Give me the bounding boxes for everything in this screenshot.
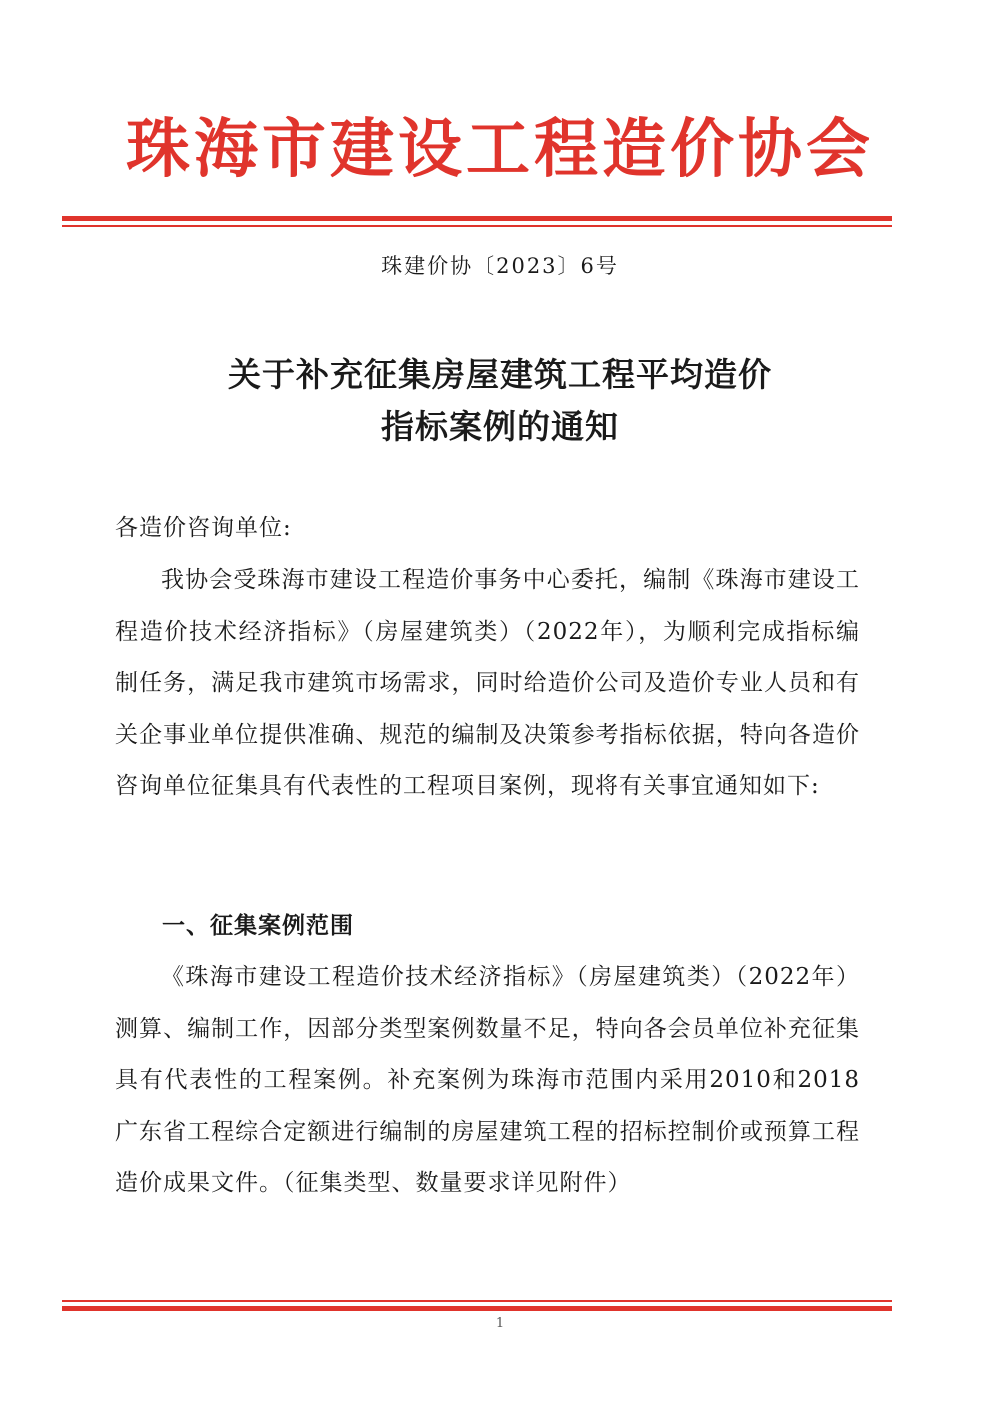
footer-rule-thick [62,1306,892,1311]
document-title-line2: 指标案例的通知 [381,407,619,446]
section-1-paragraph: 《珠海市建设工程造价技术经济指标》（房屋建筑类）（2022年）测算、编制工作，因部分类型案例数量不足，特向各会员单位补充征集具有代表性的工程案例。补充案例为珠海市范围内采用2010和2018广东省工程综合定额进行编制的房屋建筑工程的招标控制价或预算工程造价成果文件。（征集类型、数量要求详见附件） [115,964,860,1196]
intro-paragraph: 我协会受珠海市建设工程造价事务中心委托，编制《珠海市建设工程造价技术经济指标》（房屋建筑类）（2022年），为顺利完成指标编制任务，满足我市建筑市场需求，同时给造价公司及造价专业人员和有关企事业单位提供准确、规范的编制及决策参考指标依据，特向各造价咨询单位征集具有代表性的工程项目案例，现将有关事宜通知如下: [115,567,860,799]
masthead-org-name: 珠海市建设工程造价协会 [126,112,874,187]
salutation: 各造价咨询单位: [115,515,292,541]
masthead-rule-thick [62,216,892,221]
masthead-rule-thin [62,225,892,227]
footer-rule-thin [62,1300,892,1302]
section-1-heading: 一、征集案例范围 [162,913,354,939]
document-number: 珠建价协〔2023〕6号 [381,254,619,278]
document-title-line1: 关于补充征集房屋建筑工程平均造价 [228,355,772,394]
page-number: 1 [495,1316,505,1331]
